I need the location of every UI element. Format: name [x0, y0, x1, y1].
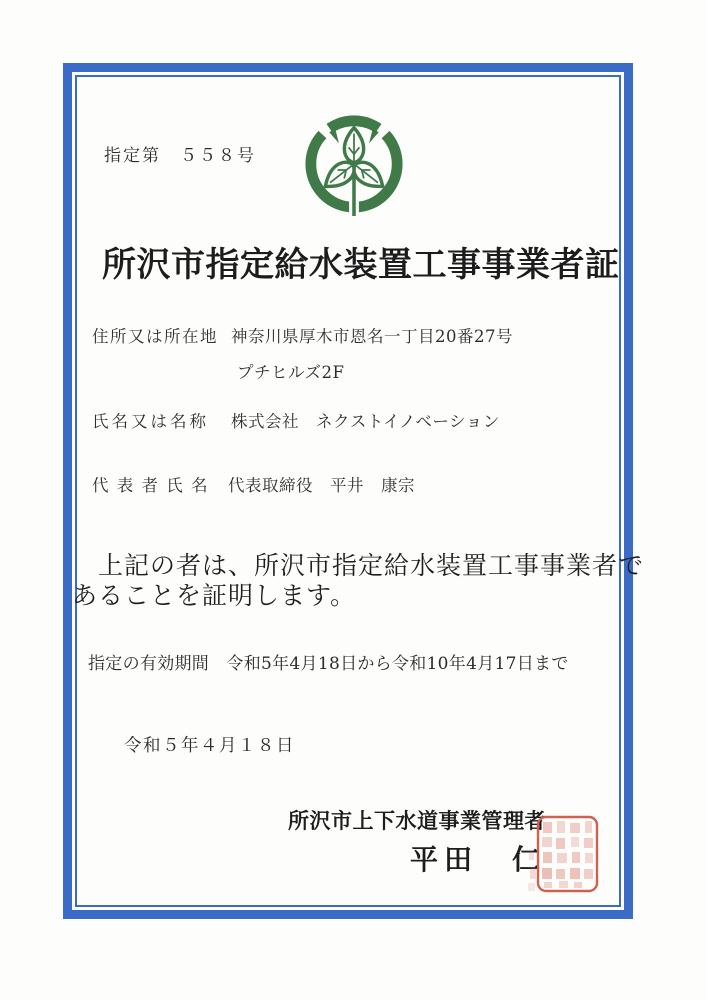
certification-statement — [72, 551, 647, 611]
company-name-label: 氏名又は名称 — [92, 412, 209, 431]
issuer-title: 所沢市上下水道事業管理者 — [288, 808, 546, 833]
representative-value: 代表取締役 平井 康宗 — [228, 476, 415, 495]
certificate-title: 所沢市指定給水装置工事事業者証 — [102, 245, 620, 285]
validity-period: 指定の有効期間 令和5年4月18日から令和10年4月17日まで — [88, 654, 569, 674]
designation-number: 指定第 ５５８号 — [104, 146, 256, 166]
official-seal-icon — [528, 813, 608, 899]
address-value: 神奈川県厚木市恩名一丁目20番27号 — [231, 327, 513, 346]
address-value-line2: プチヒルズ2F — [237, 363, 345, 382]
address-label: 住所又は所在地 — [92, 327, 218, 346]
tokorozawa-city-emblem-icon — [300, 112, 408, 220]
company-name-value: 株式会社 ネクストイノベーション — [231, 412, 500, 431]
issue-date: 令和５年４月１８日 — [124, 736, 295, 756]
statement-line-2: あることを証明します。 — [72, 581, 357, 610]
issuer-name: 平田 仁 — [410, 843, 547, 876]
statement-line-1: 上記の者は、所沢市指定給水装置工事事業者で — [72, 551, 645, 580]
representative-label: 代 表 者 氏 名 — [92, 476, 209, 495]
